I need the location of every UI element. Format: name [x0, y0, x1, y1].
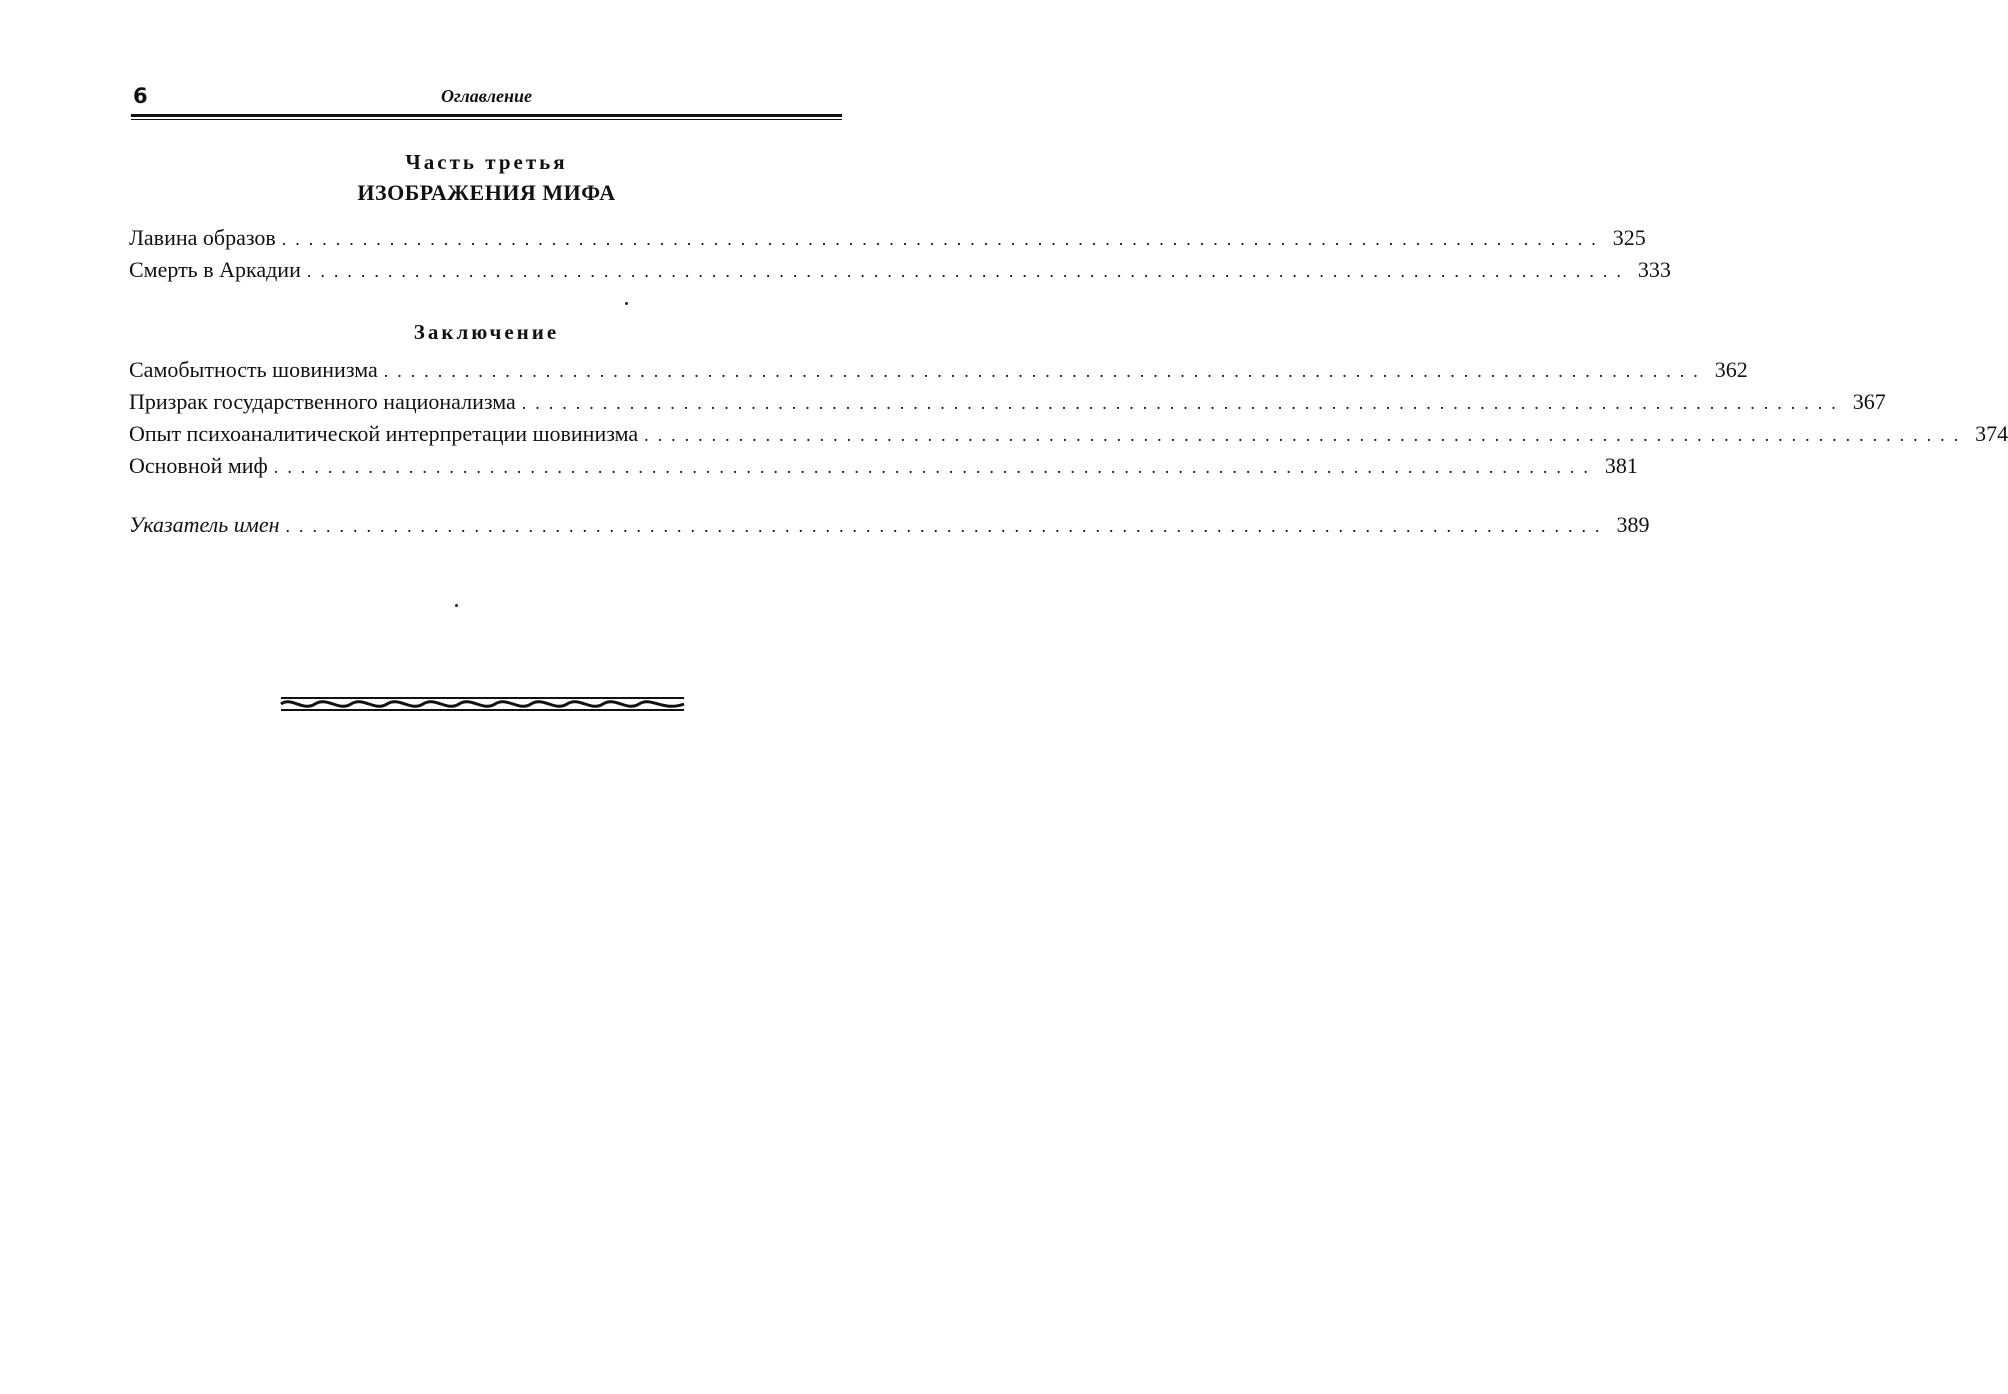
toc-entry-title: Самобытность шовинизма — [129, 357, 378, 382]
toc-entry-page: 367 — [1852, 389, 1886, 414]
toc-entry-title: Опыт психоаналитической интерпретации шовинизма — [129, 421, 639, 446]
dot-leader: .................................................................................................. — [383, 361, 1707, 381]
stray-dot — [625, 302, 628, 305]
toc-entry[interactable] — [129, 257, 1671, 287]
part-label: Часть третья — [405, 150, 568, 174]
conclusion-label: Заключение — [413, 320, 560, 344]
toc-entry[interactable] — [129, 225, 1646, 255]
toc-entry-title: Указатель имен — [129, 512, 280, 537]
dot-leader: .................................................................................................. — [644, 425, 1968, 445]
toc-entry-page: 325 — [1612, 225, 1646, 250]
stray-dot — [455, 604, 458, 607]
part-title: ИЗОБРАЖЕНИЯ МИФА — [357, 180, 616, 205]
toc-entry[interactable] — [129, 453, 1638, 483]
toc-entry-title: Призрак государственного национализма — [129, 389, 516, 414]
toc-entry-page: 389 — [1616, 512, 1650, 537]
page-header — [131, 84, 842, 117]
page-number: 6 — [133, 84, 148, 108]
toc-entry-page: 333 — [1637, 257, 1671, 282]
dot-leader: .................................................................................................. — [273, 457, 1597, 477]
decorative-ornament — [281, 694, 684, 714]
toc-entry-page: 362 — [1714, 357, 1748, 382]
dot-leader: .................................................................................................. — [285, 516, 1609, 536]
toc-entry[interactable] — [129, 357, 1748, 387]
toc-entry-index[interactable] — [129, 512, 1650, 542]
toc-entry[interactable] — [129, 389, 1886, 419]
toc-entry-page: 374 — [1975, 421, 2008, 446]
toc-entry[interactable] — [129, 421, 2008, 451]
toc-entry-page: 381 — [1604, 453, 1638, 478]
dot-leader: .................................................................................................. — [306, 261, 1630, 281]
toc-entry-title: Лавина образов — [129, 225, 276, 250]
dot-leader: .................................................................................................. — [521, 393, 1845, 413]
toc-entry-title: Смерть в Аркадии — [129, 257, 301, 282]
dot-leader: .................................................................................................. — [281, 229, 1605, 249]
toc-entry-title: Основной миф — [129, 453, 268, 478]
running-title: Оглавление — [441, 86, 532, 106]
